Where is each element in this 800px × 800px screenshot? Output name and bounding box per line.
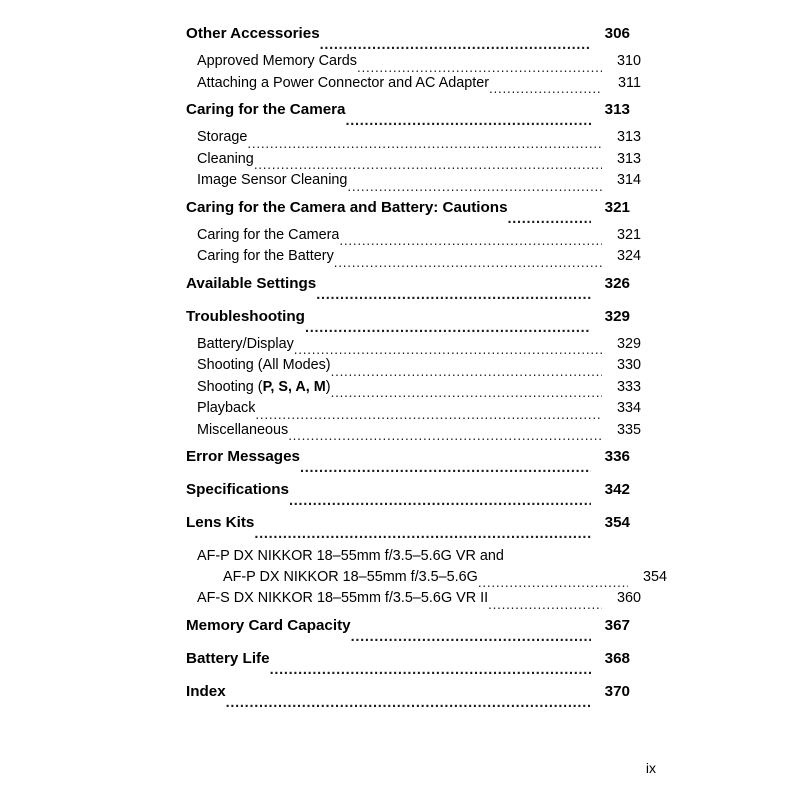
- toc-entry-page: 342: [604, 481, 630, 498]
- toc-entry-page: 334: [616, 400, 641, 416]
- dot-leader: [488, 598, 602, 612]
- toc-entry-title: Lens Kits: [186, 515, 255, 531]
- toc-entry-page: 329: [604, 307, 630, 325]
- toc-entry[interactable]: [197, 423, 641, 445]
- toc-entry-page: 333: [616, 378, 641, 395]
- toc-entry-title-prefix: Shooting (: [197, 379, 263, 394]
- toc-entry-title: Memory Card Capacity: [186, 617, 351, 633]
- toc-entry-page: 306: [604, 25, 630, 42]
- toc-entry-title: Available Settings: [186, 275, 317, 291]
- toc-entry-title: Playback: [197, 401, 256, 416]
- toc-entry-title: Other Accessories: [186, 26, 320, 42]
- dot-leader: [478, 577, 628, 591]
- toc-entry[interactable]: [197, 380, 641, 402]
- dot-leader: [351, 630, 591, 645]
- toc-entry-page: 313: [616, 129, 641, 145]
- dot-leader: [347, 180, 602, 194]
- toc-entry-page: 313: [604, 101, 630, 118]
- dot-leader: [300, 462, 591, 477]
- toc-entry-title: Specifications: [186, 482, 289, 498]
- toc-entry[interactable]: [197, 54, 641, 76]
- toc-entry[interactable]: [197, 173, 641, 195]
- dot-leader: [288, 430, 602, 444]
- dot-leader: [294, 344, 602, 358]
- toc-entry-title: Battery/Display: [197, 336, 294, 351]
- toc-entry-page: 321: [616, 226, 641, 243]
- dot-leader: [226, 696, 591, 711]
- toc-entry-title: AF-S DX NIKKOR 18–55mm f/3.5–5.6G VR II: [197, 591, 489, 606]
- toc-entry-page: 329: [616, 335, 641, 352]
- dot-leader: [316, 288, 591, 303]
- dot-leader: [320, 39, 591, 54]
- toc-entry-page: 310: [616, 53, 641, 69]
- dot-leader: [489, 83, 602, 97]
- toc-entry-title: Error Messages: [186, 449, 300, 465]
- toc-entry-title: Attaching a Power Connector and AC Adapter: [197, 75, 489, 90]
- toc-entry[interactable]: [197, 401, 641, 423]
- dot-leader: [331, 365, 602, 379]
- toc-entry-title: Caring for the Camera: [186, 102, 346, 118]
- toc-entry[interactable]: [197, 76, 641, 98]
- toc-entry[interactable]: [186, 102, 630, 130]
- toc-entry[interactable]: [197, 337, 641, 359]
- toc-entry[interactable]: [186, 276, 630, 304]
- dot-leader: [254, 159, 602, 173]
- toc-entry[interactable]: [186, 449, 630, 477]
- dot-leader: [305, 321, 591, 336]
- dot-leader: [346, 115, 591, 130]
- toc-entry[interactable]: [186, 684, 630, 712]
- dot-leader: [270, 663, 591, 678]
- table-of-contents: [186, 25, 667, 712]
- toc-entry-page: 367: [604, 616, 630, 634]
- toc-entry-title: Approved Memory Cards: [197, 54, 357, 69]
- dot-leader: [254, 528, 591, 543]
- toc-entry[interactable]: [186, 482, 630, 510]
- dot-leader: [357, 61, 602, 75]
- toc-entry-title: [197, 380, 331, 394]
- toc-entry-page: 368: [604, 649, 630, 667]
- toc-entry-page: 330: [616, 357, 641, 373]
- toc-entry-page: 326: [604, 274, 630, 292]
- toc-entry-title: Index: [186, 683, 226, 699]
- dot-leader: [289, 495, 591, 510]
- toc-entry-page: 324: [616, 248, 641, 264]
- toc-entry[interactable]: [197, 591, 641, 613]
- toc-entry-page: 354: [642, 568, 667, 585]
- dot-leader: [339, 235, 602, 249]
- toc-entry-page: 314: [616, 172, 641, 188]
- toc-entry-page: 360: [616, 590, 641, 606]
- dot-leader: [331, 387, 602, 401]
- toc-entry[interactable]: [186, 618, 630, 646]
- toc-entry[interactable]: [197, 130, 641, 152]
- toc-entry-title: Caring for the Camera: [197, 227, 340, 242]
- page-folio-number: ix: [645, 760, 656, 776]
- toc-entry-page: 335: [616, 421, 641, 438]
- dot-leader: [247, 137, 602, 151]
- toc-entry-title: Battery Life: [186, 650, 270, 666]
- toc-entry[interactable]: [186, 26, 630, 54]
- toc-entry-page: 370: [604, 682, 630, 700]
- dot-leader: [255, 408, 602, 422]
- toc-entry-title: Caring for the Battery: [197, 249, 334, 264]
- toc-entry-page: 313: [616, 150, 641, 167]
- toc-entry-title-suffix: ): [325, 379, 331, 394]
- toc-entry[interactable]: [186, 309, 630, 337]
- toc-entry[interactable]: [186, 200, 630, 228]
- toc-entry-page: 321: [604, 198, 630, 216]
- dot-leader: [508, 212, 591, 227]
- toc-entry-title-modes: P, S, A, M: [262, 379, 326, 394]
- toc-entry-page: 311: [618, 74, 641, 91]
- toc-entry[interactable]: [197, 228, 641, 250]
- toc-entry-title: Shooting (All Modes): [197, 358, 331, 373]
- toc-entry-title: AF-P DX NIKKOR 18–55mm f/3.5–5.6G: [223, 569, 478, 584]
- toc-entry-title: AF-P DX NIKKOR 18–55mm f/3.5–5.6G VR and: [197, 548, 504, 564]
- toc-entry[interactable]: [186, 651, 630, 679]
- toc-entry-title: Storage: [197, 130, 248, 145]
- toc-entry-title: Image Sensor Cleaning: [197, 173, 348, 188]
- toc-entry-title: Miscellaneous: [197, 422, 289, 437]
- dot-leader: [334, 256, 602, 270]
- toc-entry-title: Cleaning: [197, 151, 254, 166]
- toc-entry[interactable]: [197, 249, 641, 271]
- toc-entry-title: Caring for the Camera and Battery: Cautions: [186, 199, 508, 215]
- toc-entry[interactable]: [223, 570, 667, 592]
- toc-entry-wrapped-line[interactable]: [197, 548, 630, 570]
- toc-entry-title: Troubleshooting: [186, 308, 305, 324]
- toc-entry-page: 336: [604, 448, 630, 465]
- toc-entry[interactable]: [197, 358, 641, 380]
- toc-entry[interactable]: [197, 152, 641, 174]
- toc-entry[interactable]: [186, 515, 630, 543]
- toc-entry-page: 354: [604, 514, 630, 531]
